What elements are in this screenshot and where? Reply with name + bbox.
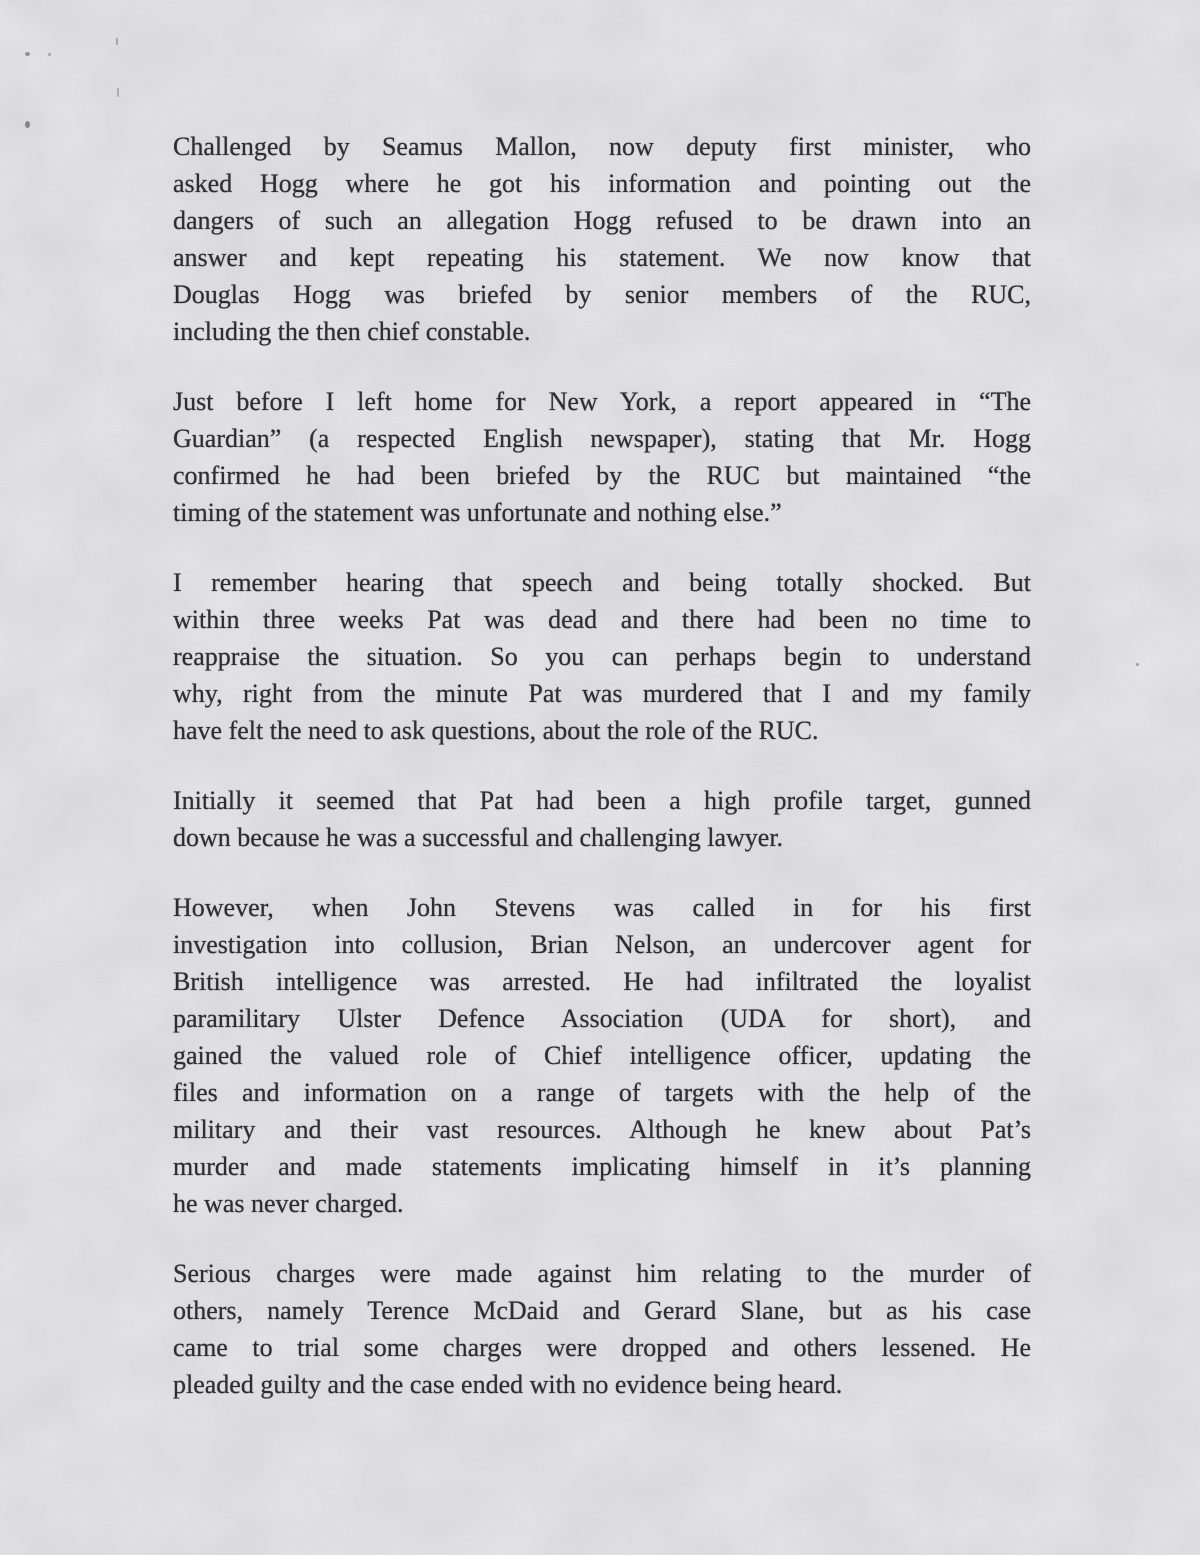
scan-speck (25, 121, 30, 128)
text-line: came to trial some charges were dropped and others lessened. He (173, 1333, 1031, 1362)
text-line: gained the valued role of Chief intelligence officer, updating the (173, 1041, 1031, 1070)
scan-speck (1136, 663, 1139, 666)
text-line: reappraise the situation. So you can perhaps begin to understand (173, 642, 1031, 671)
text-line: I remember hearing that speech and being totally shocked. But (173, 568, 1031, 597)
text-line: murder and made statements implicating himself in it’s planning (173, 1152, 1031, 1181)
text-line: investigation into collusion, Brian Nelson, an undercover agent for (173, 930, 1031, 959)
document-body (173, 128, 1031, 1403)
text-line: British intelligence was arrested. He had infiltrated the loyalist (173, 967, 1031, 996)
text-line: answer and kept repeating his statement. We now know that (173, 243, 1031, 272)
text-line: Challenged by Seamus Mallon, now deputy first minister, who (173, 132, 1031, 161)
scan-speck (117, 88, 119, 97)
text-line: Serious charges were made against him relating to the murder of (173, 1259, 1031, 1288)
text-line: Just before I left home for New York, a report appeared in “The (173, 387, 1031, 416)
text-line: military and their vast resources. Although he knew about Pat’s (173, 1115, 1031, 1144)
text-line: including the then chief constable. (173, 317, 531, 346)
text-line: others, namely Terence McDaid and Gerard Slane, but as his case (173, 1296, 1031, 1325)
text-line: Guardian” (a respected English newspaper), stating that Mr. Hogg (173, 424, 1031, 453)
scan-speck (48, 53, 51, 56)
text-line: However, when John Stevens was called in for his first (173, 893, 1031, 922)
text-line: down because he was a successful and challenging lawyer. (173, 823, 784, 852)
text-line: Douglas Hogg was briefed by senior members of the RUC, (173, 280, 1031, 309)
text-line: dangers of such an allegation Hogg refused to be drawn into an (173, 206, 1031, 235)
paragraph (173, 564, 1031, 749)
text-line: have felt the need to ask questions, about the role of the RUC. (173, 716, 819, 745)
text-line: asked Hogg where he got his information and pointing out the (173, 169, 1031, 198)
paragraph (173, 889, 1031, 1222)
text-line: Initially it seemed that Pat had been a high profile target, gunned (173, 786, 1031, 815)
paragraph (173, 128, 1031, 350)
text-line: within three weeks Pat was dead and there had been no time to (173, 605, 1031, 634)
paragraph (173, 383, 1031, 531)
text-line: pleaded guilty and the case ended with no evidence being heard. (173, 1370, 843, 1399)
text-line: why, right from the minute Pat was murdered that I and my family (173, 679, 1031, 708)
scan-speck (25, 52, 30, 56)
text-line: confirmed he had been briefed by the RUC but maintained “the (173, 461, 1031, 490)
text-line: timing of the statement was unfortunate and nothing else.” (173, 498, 782, 527)
text-line: he was never charged. (173, 1189, 404, 1218)
paragraph (173, 1255, 1031, 1403)
scan-speck (116, 38, 118, 45)
paragraph (173, 782, 1031, 856)
text-line: files and information on a range of targets with the help of the (173, 1078, 1031, 1107)
text-line: paramilitary Ulster Defence Association (UDA for short), and (173, 1004, 1031, 1033)
